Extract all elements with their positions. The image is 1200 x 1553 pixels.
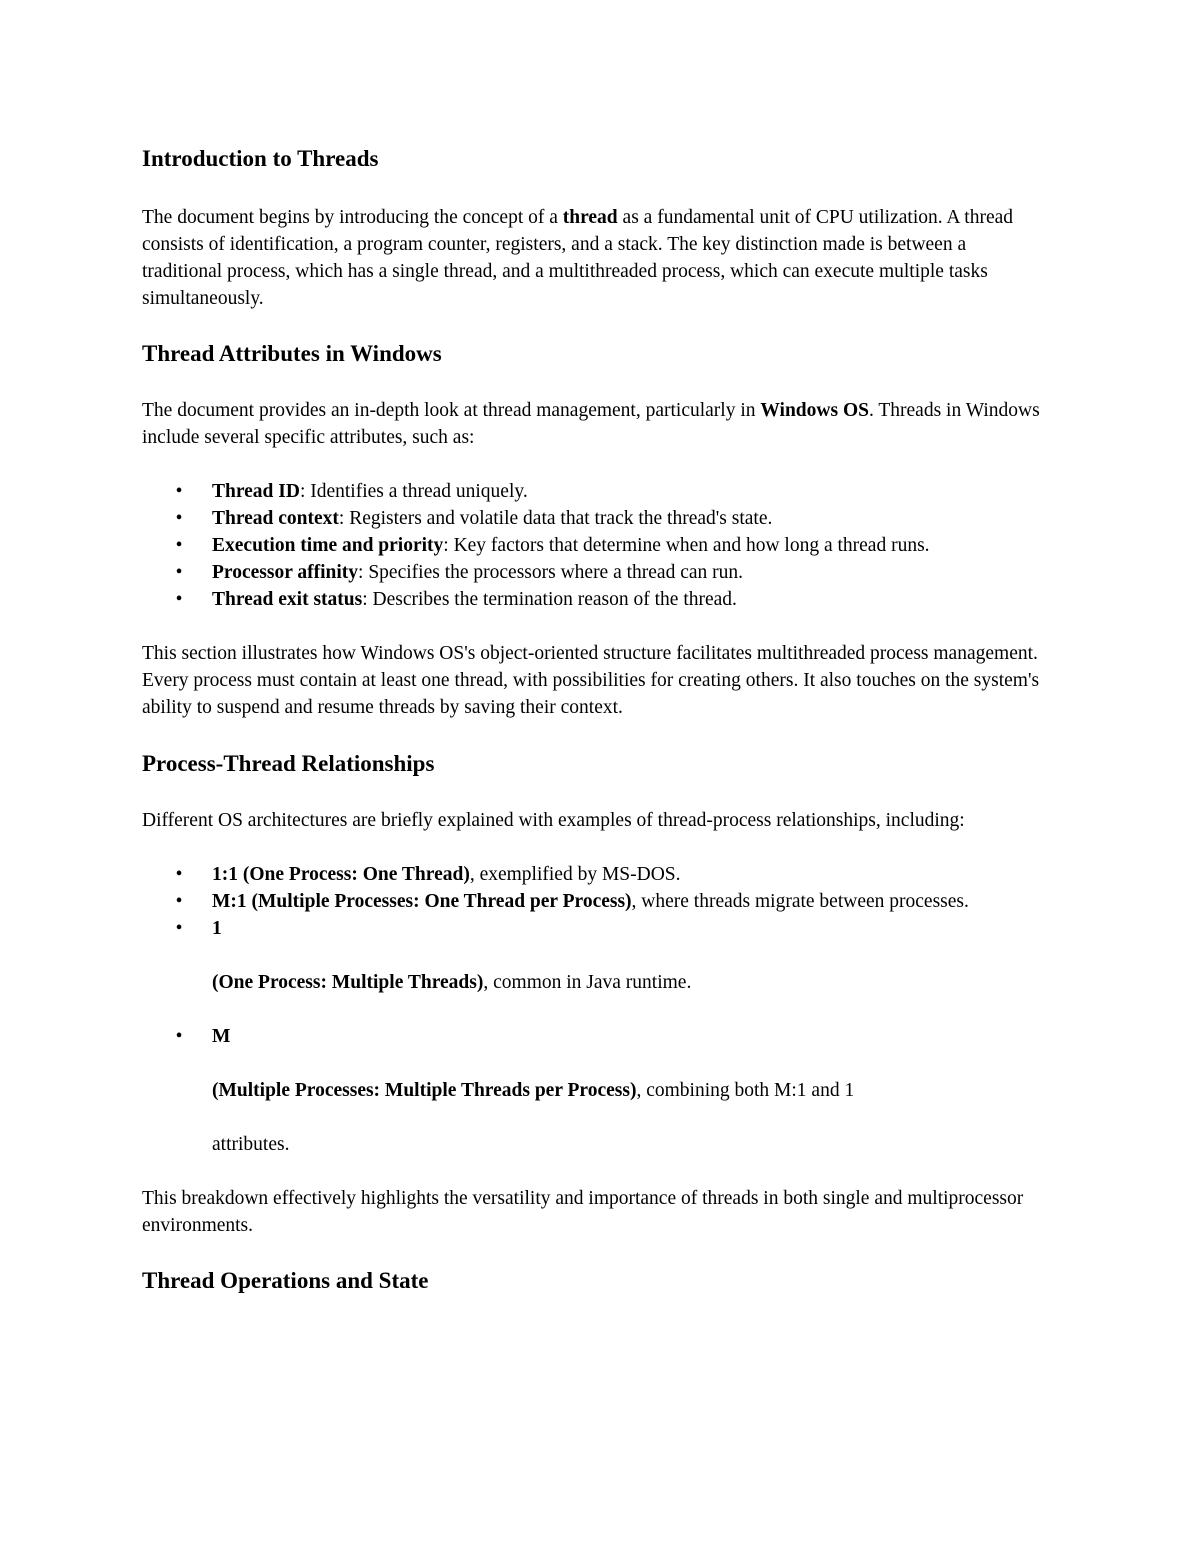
list-item-term: Processor affinity (212, 562, 359, 583)
heading-introduction: Introduction to Threads (142, 146, 379, 171)
bullet-icon: • (175, 589, 183, 610)
bullet-icon: • (175, 535, 183, 556)
list-item-term: Thread exit status (212, 589, 363, 610)
list-item-desc: : Identifies a thread uniquely. (299, 481, 528, 502)
bullet-icon: • (175, 481, 183, 502)
list-item-term: Execution time and priority (212, 535, 444, 556)
bullet-icon: • (175, 562, 183, 583)
list-item (142, 915, 1042, 996)
relationships-paragraph: Different OS architectures are briefly explained with examples of thread-process relationships, including: (142, 810, 965, 831)
bullet-icon: • (175, 1026, 183, 1047)
bullet-icon: • (175, 508, 183, 529)
list-item-subparagraph (212, 1077, 1042, 1104)
list-item-desc: : Describes the termination reason of the thread. (362, 589, 737, 610)
list-item-desc: : Specifies the processors where a thread can run. (358, 562, 744, 583)
attributes-paragraph (142, 397, 1042, 451)
attributes-summary-paragraph: This section illustrates how Windows OS's object-oriented structure facilitates multithreaded process management. Every process must contain at least one thread, with possibilities for creating others. It also touches on the system's ability to suspend and resume threads by saving their context. (142, 643, 1040, 718)
relationships-list (142, 861, 1042, 1158)
list-item-subparagraph (212, 969, 1042, 996)
list-item (142, 505, 1042, 532)
relationships-summary-paragraph: This breakdown effectively highlights the versatility and importance of threads in both single and multiprocessor environments. (142, 1188, 1024, 1236)
list-item-subparagraph-extra: attributes. (212, 1134, 290, 1155)
list-item (142, 478, 1042, 505)
list-item-subdesc: , combining both M:1 and 1 (636, 1080, 855, 1101)
bullet-icon: • (175, 918, 183, 939)
attributes-text-a: The document provides an in-depth look at thread management, particularly in (142, 400, 761, 421)
bullet-icon: • (175, 864, 183, 885)
attributes-bold-windows: Windows OS (760, 400, 869, 421)
list-item-term: Thread ID (212, 481, 300, 502)
list-item (142, 532, 1042, 559)
list-item-subdesc: , common in Java runtime. (483, 972, 692, 993)
intro-bold-thread: thread (562, 207, 618, 228)
list-item-desc: : Registers and volatile data that track the thread's state. (338, 508, 773, 529)
heading-thread-attributes: Thread Attributes in Windows (142, 341, 442, 366)
list-item-desc: , where threads migrate between processes. (631, 891, 969, 912)
intro-paragraph (142, 204, 1042, 312)
list-item (142, 888, 1042, 915)
document-page (142, 140, 1042, 1296)
heading-process-thread-relationships: Process-Thread Relationships (142, 751, 435, 776)
list-item-subterm: (Multiple Processes: Multiple Threads per Process) (212, 1080, 637, 1101)
list-item (142, 559, 1042, 586)
intro-text-a: The document begins by introducing the concept of a (142, 207, 563, 228)
list-item (142, 1023, 1042, 1158)
list-item-subterm: (One Process: Multiple Threads) (212, 972, 484, 993)
attributes-text-c: . Threads in Windows include several specific attributes, such as: (142, 400, 1040, 448)
list-item-term: M (212, 1026, 231, 1047)
list-item-term: 1 (212, 918, 222, 939)
list-item-term: M:1 (Multiple Processes: One Thread per Process) (212, 891, 632, 912)
list-item-term: 1:1 (One Process: One Thread) (212, 864, 470, 885)
bullet-icon: • (175, 891, 183, 912)
list-item (142, 586, 1042, 613)
list-item-desc: , exemplified by MS-DOS. (469, 864, 681, 885)
list-item-term: Thread context (212, 508, 339, 529)
heading-thread-operations: Thread Operations and State (142, 1268, 429, 1293)
attributes-list (142, 478, 1042, 613)
list-item-desc: : Key factors that determine when and how long a thread runs. (443, 535, 930, 556)
intro-text-c: as a fundamental unit of CPU utilization. A thread consists of identification, a program counter, registers, and a stack. The key distinction made is between a traditional process, which has a single thread, and a multithreaded process, which can execute multiple tasks simultaneously. (142, 207, 1014, 309)
list-item (142, 861, 1042, 888)
